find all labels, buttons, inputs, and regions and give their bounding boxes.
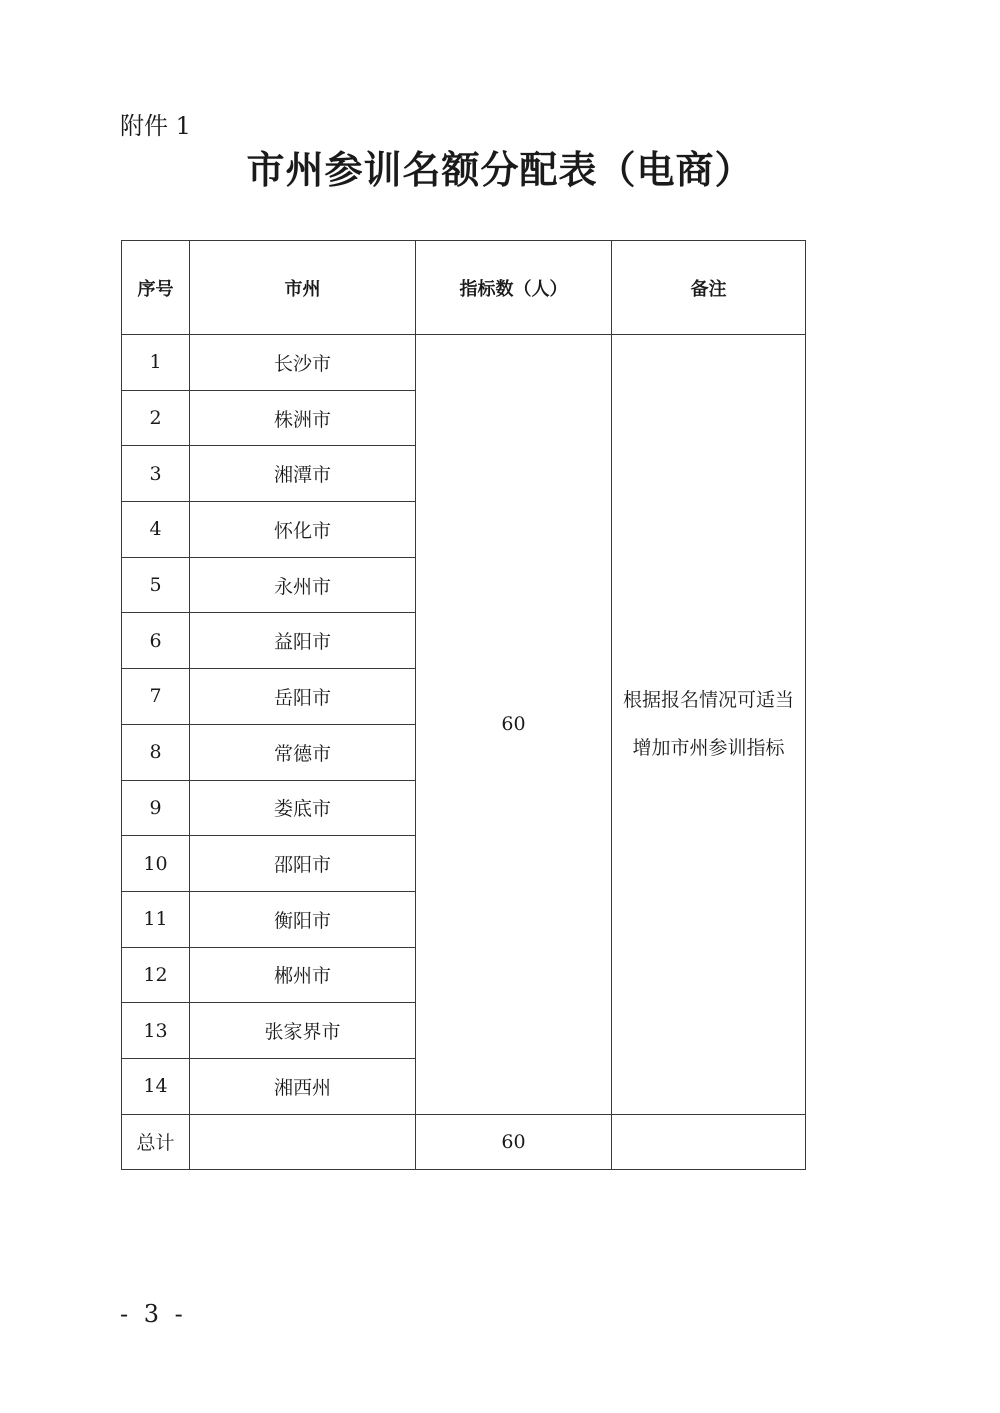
attachment-label: 附件 1 bbox=[120, 112, 191, 140]
table-row bbox=[122, 335, 806, 391]
row-city: 张家界市 bbox=[190, 1003, 416, 1059]
total-city bbox=[190, 1114, 416, 1169]
row-number: 6 bbox=[122, 613, 190, 669]
document-title: 市州参训名额分配表（电商） bbox=[246, 147, 754, 192]
row-city: 郴州市 bbox=[190, 947, 416, 1003]
row-number: 13 bbox=[122, 1003, 190, 1059]
header-no: 序号 bbox=[122, 241, 190, 335]
total-label: 总计 bbox=[122, 1114, 190, 1169]
row-city: 湘西州 bbox=[190, 1058, 416, 1114]
total-quota: 60 bbox=[416, 1114, 612, 1169]
total-note bbox=[612, 1114, 806, 1169]
row-number: 5 bbox=[122, 557, 190, 613]
header-note: 备注 bbox=[612, 241, 806, 335]
row-city: 湘潭市 bbox=[190, 446, 416, 502]
row-city: 岳阳市 bbox=[190, 669, 416, 725]
row-number: 12 bbox=[122, 947, 190, 1003]
row-city: 衡阳市 bbox=[190, 891, 416, 947]
table-header-row bbox=[122, 241, 806, 335]
note-line-2: 增加市州参训指标 bbox=[632, 737, 785, 760]
row-number: 1 bbox=[122, 335, 190, 391]
note-line-1: 根据报名情况可适当 bbox=[622, 689, 794, 712]
merged-note-cell bbox=[612, 335, 806, 1115]
row-number: 8 bbox=[122, 724, 190, 780]
row-number: 11 bbox=[122, 891, 190, 947]
row-number: 14 bbox=[122, 1058, 190, 1114]
row-city: 怀化市 bbox=[190, 502, 416, 558]
row-number: 4 bbox=[122, 502, 190, 558]
row-city: 邵阳市 bbox=[190, 836, 416, 892]
row-number: 9 bbox=[122, 780, 190, 836]
row-number: 2 bbox=[122, 390, 190, 446]
row-number: 7 bbox=[122, 669, 190, 725]
row-city: 长沙市 bbox=[190, 335, 416, 391]
row-number: 10 bbox=[122, 836, 190, 892]
header-quota: 指标数（人） bbox=[416, 241, 612, 335]
allocation-table bbox=[121, 240, 806, 1170]
header-city: 市州 bbox=[190, 241, 416, 335]
page-number: - 3 - bbox=[120, 1300, 187, 1328]
row-city: 永州市 bbox=[190, 557, 416, 613]
row-number: 3 bbox=[122, 446, 190, 502]
table-body bbox=[122, 241, 806, 1170]
total-row bbox=[122, 1114, 806, 1169]
row-city: 娄底市 bbox=[190, 780, 416, 836]
row-city: 株洲市 bbox=[190, 390, 416, 446]
merged-quota-cell: 60 bbox=[416, 335, 612, 1115]
row-city: 常德市 bbox=[190, 724, 416, 780]
row-city: 益阳市 bbox=[190, 613, 416, 669]
